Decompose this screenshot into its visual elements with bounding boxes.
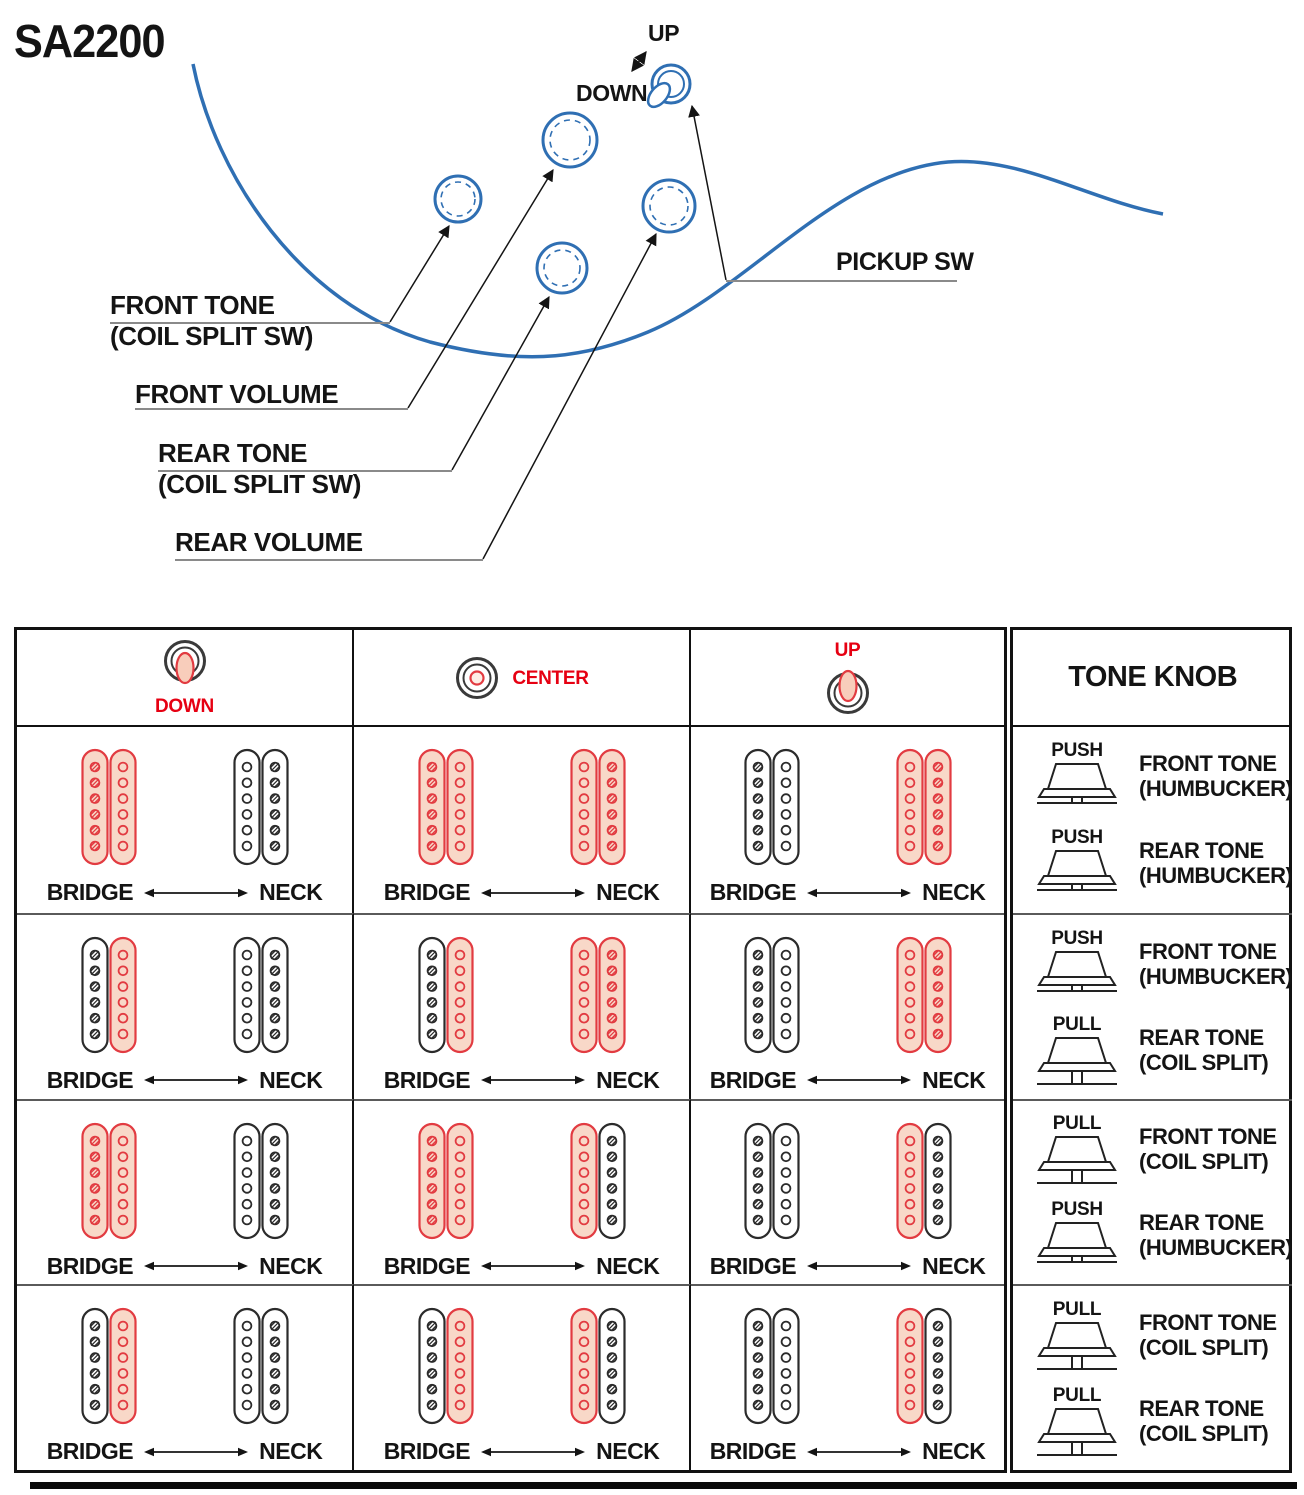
bridge-neck-arrow: [805, 1073, 913, 1087]
bridge-neck-arrow: [479, 1445, 587, 1459]
tone-entry-line2: (COIL SPLIT): [1139, 1149, 1269, 1175]
pickup-state-down-row2: [17, 913, 354, 1099]
tone-knob-side-icon: [1034, 950, 1120, 1000]
humbucker-pickup: [81, 1122, 137, 1240]
bridge-label: BRIDGE: [46, 879, 134, 905]
knob-action-label: PULL: [1052, 1113, 1102, 1135]
bridge-label: BRIDGE: [46, 1066, 134, 1093]
front-tone-label: [110, 290, 313, 352]
tone-entry: [1013, 740, 1292, 812]
tone-entry-text: [1139, 1124, 1277, 1174]
switch-down-icon: [158, 638, 212, 694]
pickup-state-up-row4: [691, 1284, 1004, 1470]
bridge-label: BRIDGE: [709, 879, 797, 905]
bridge-label: BRIDGE: [709, 1066, 797, 1093]
pickup-state-up-row3: [691, 1099, 1004, 1285]
tone-knob-side-icon: [1034, 1407, 1120, 1457]
pickup-pair: [81, 748, 289, 866]
tone-entry-text: [1139, 1310, 1277, 1360]
knob-action-label: PUSH: [1051, 740, 1103, 762]
pickup-pair: [81, 1307, 289, 1425]
humbucker-pickup: [81, 1307, 137, 1425]
pickup-selection-table: [14, 627, 1007, 1473]
bridge-label: BRIDGE: [383, 1066, 471, 1093]
tone-entry-line1: REAR TONE: [1139, 838, 1264, 864]
pickup-pair: [744, 1307, 952, 1425]
tone-entry: [1013, 1299, 1292, 1371]
switch-up-icon: [821, 664, 875, 716]
humbucker-pickup: [233, 936, 289, 1054]
neck-label: NECK: [596, 1438, 660, 1465]
tone-entry: [1013, 827, 1292, 899]
switch-center-icon: [454, 655, 500, 701]
neck-label: NECK: [922, 879, 986, 905]
pickup-state-down-row4: [17, 1284, 354, 1470]
pickup-pair: [418, 748, 626, 866]
tone-entry-text: [1139, 751, 1292, 801]
page-title: SA2200: [14, 15, 165, 67]
neck-label: NECK: [259, 1252, 323, 1279]
rear-tone-line1: REAR TONE: [158, 438, 308, 468]
pickup-state-center-row3: [354, 1099, 691, 1285]
bridge-neck-arrow: [479, 886, 587, 900]
tone-entry-line2: (HUMBUCKER): [1139, 1235, 1293, 1261]
bridge-neck-arrow: [805, 886, 913, 900]
pickup-state-up-row2: [691, 913, 1004, 1099]
switch-up-label: UP: [648, 20, 680, 46]
humbucker-pickup: [896, 936, 952, 1054]
pickup-pair: [744, 936, 952, 1054]
tone-entry-line1: FRONT TONE: [1139, 1124, 1277, 1150]
rear-volume-knob: [643, 180, 695, 232]
pickup-pair: [418, 1122, 626, 1240]
humbucker-pickup: [744, 936, 800, 1054]
tone-knob-legend: [1010, 627, 1292, 1473]
neck-label: NECK: [596, 1252, 660, 1279]
neck-label: NECK: [259, 1066, 323, 1093]
pickup-pair: [744, 1122, 952, 1240]
tone-entry-line1: FRONT TONE: [1139, 1310, 1277, 1336]
front-tone-line2: (COIL SPLIT SW): [110, 321, 313, 351]
tone-entry: [1013, 1014, 1292, 1086]
knob-action-label: PUSH: [1051, 827, 1103, 849]
pickup-pair: [744, 748, 952, 866]
tone-knob-header: TONE KNOB: [1013, 630, 1292, 727]
humbucker-pickup: [896, 1122, 952, 1240]
tone-entry-line2: (HUMBUCKER): [1139, 863, 1293, 889]
tone-entry-text: [1139, 1025, 1268, 1075]
humbucker-pickup: [233, 1122, 289, 1240]
rear-tone-label: [158, 438, 361, 500]
rear-tone-knob: [537, 243, 587, 293]
pickup-state-center-row1: [354, 727, 691, 913]
tone-knob-side-icon: [1034, 1321, 1120, 1371]
header-switch-up: [691, 630, 1004, 727]
header-up-label: UP: [834, 639, 861, 661]
tone-entry-line1: FRONT TONE: [1139, 751, 1277, 777]
header-down-label: DOWN: [155, 695, 214, 717]
humbucker-pickup: [418, 1307, 474, 1425]
tone-row-4: [1013, 1284, 1292, 1470]
front-tone-line1: FRONT TONE: [110, 290, 275, 320]
pickup-pair: [81, 1122, 289, 1240]
bridge-label: BRIDGE: [383, 1252, 471, 1279]
bridge-neck-arrow: [805, 1445, 913, 1459]
humbucker-pickup: [570, 1307, 626, 1425]
pickup-state-up-row1: [691, 727, 1004, 913]
humbucker-pickup: [81, 936, 137, 1054]
tone-entry-line2: (COIL SPLIT): [1139, 1421, 1269, 1447]
pickup-pair: [418, 936, 626, 1054]
pickup-state-down-row3: [17, 1099, 354, 1285]
humbucker-pickup: [896, 1307, 952, 1425]
tone-row-2: [1013, 913, 1292, 1099]
tone-entry: [1013, 1113, 1292, 1185]
humbucker-pickup: [418, 748, 474, 866]
knob-action-label: PULL: [1052, 1299, 1102, 1321]
neck-label: NECK: [922, 1438, 986, 1465]
tone-knob-side-icon: [1034, 1221, 1120, 1271]
pickup-pair: [418, 1307, 626, 1425]
tone-entry-line1: FRONT TONE: [1139, 938, 1277, 964]
rear-tone-line2: (COIL SPLIT SW): [158, 469, 361, 499]
pickup-pair: [81, 936, 289, 1054]
tone-entry-text: [1139, 1396, 1268, 1446]
tone-entry: [1013, 928, 1292, 1000]
tone-entry-line1: REAR TONE: [1139, 1396, 1264, 1422]
pickup-state-down-row1: [17, 727, 354, 913]
knob-action-label: PUSH: [1051, 927, 1103, 949]
humbucker-pickup: [418, 936, 474, 1054]
tone-knob-side-icon: [1034, 1036, 1120, 1086]
tone-entry-line2: (COIL SPLIT): [1139, 1335, 1269, 1361]
switch-down-label: DOWN: [576, 80, 648, 106]
bridge-neck-arrow: [142, 1073, 250, 1087]
bridge-neck-arrow: [142, 886, 250, 900]
neck-label: NECK: [259, 879, 323, 905]
knob-action-label: PUSH: [1051, 1199, 1103, 1221]
tone-entry: [1013, 1199, 1292, 1271]
guitar-control-diagram: [0, 0, 1304, 620]
bridge-label: BRIDGE: [46, 1252, 134, 1279]
humbucker-pickup: [744, 748, 800, 866]
humbucker-pickup: [233, 748, 289, 866]
tone-entry-text: [1139, 1210, 1292, 1260]
tone-knob-side-icon: [1034, 849, 1120, 899]
tone-entry-line1: REAR TONE: [1139, 1210, 1264, 1236]
header-center-label: CENTER: [512, 667, 589, 689]
humbucker-pickup: [233, 1307, 289, 1425]
switch-direction-arrow: [632, 52, 646, 71]
humbucker-pickup: [744, 1307, 800, 1425]
bridge-neck-arrow: [479, 1259, 587, 1273]
bridge-neck-arrow: [805, 1259, 913, 1273]
humbucker-pickup: [418, 1122, 474, 1240]
bottom-rule: [30, 1482, 1297, 1489]
tone-knob-side-icon: [1034, 762, 1120, 812]
neck-label: NECK: [596, 879, 660, 905]
humbucker-pickup: [570, 1122, 626, 1240]
neck-label: NECK: [922, 1252, 986, 1279]
tone-entry-line2: (HUMBUCKER): [1139, 963, 1293, 989]
humbucker-pickup: [744, 1122, 800, 1240]
pickup-state-center-row4: [354, 1284, 691, 1470]
bridge-label: BRIDGE: [46, 1438, 134, 1465]
front-volume-knob: [543, 113, 597, 167]
tone-entry: [1013, 1385, 1292, 1457]
humbucker-pickup: [81, 748, 137, 866]
knob-action-label: PULL: [1052, 1013, 1102, 1035]
bridge-label: BRIDGE: [709, 1438, 797, 1465]
leader-lines: [390, 106, 726, 559]
tone-row-1: [1013, 727, 1292, 913]
tone-entry-line2: (COIL SPLIT): [1139, 1049, 1269, 1075]
front-volume-label: FRONT VOLUME: [135, 379, 339, 409]
humbucker-pickup: [896, 748, 952, 866]
neck-label: NECK: [596, 1066, 660, 1093]
pickup-state-center-row2: [354, 913, 691, 1099]
neck-label: NECK: [922, 1066, 986, 1093]
bridge-neck-arrow: [142, 1259, 250, 1273]
tone-entry-text: [1139, 939, 1292, 989]
tone-row-3: [1013, 1099, 1292, 1285]
front-tone-knob: [435, 176, 481, 222]
header-switch-center: [354, 630, 691, 727]
bridge-label: BRIDGE: [383, 1438, 471, 1465]
knob-action-label: PULL: [1052, 1385, 1102, 1407]
bridge-label: BRIDGE: [383, 879, 471, 905]
tone-entry-text: [1139, 838, 1292, 888]
humbucker-pickup: [570, 936, 626, 1054]
neck-label: NECK: [259, 1438, 323, 1465]
tone-entry-line2: (HUMBUCKER): [1139, 776, 1293, 802]
humbucker-pickup: [570, 748, 626, 866]
bridge-neck-arrow: [479, 1073, 587, 1087]
tone-entry-line1: REAR TONE: [1139, 1024, 1264, 1050]
bridge-neck-arrow: [142, 1445, 250, 1459]
header-switch-down: [17, 630, 354, 727]
rear-volume-label: REAR VOLUME: [175, 527, 363, 557]
pickup-switch-icon: [644, 65, 690, 111]
bridge-label: BRIDGE: [709, 1252, 797, 1279]
pickup-sw-label: PICKUP SW: [836, 248, 974, 276]
tone-knob-side-icon: [1034, 1135, 1120, 1185]
